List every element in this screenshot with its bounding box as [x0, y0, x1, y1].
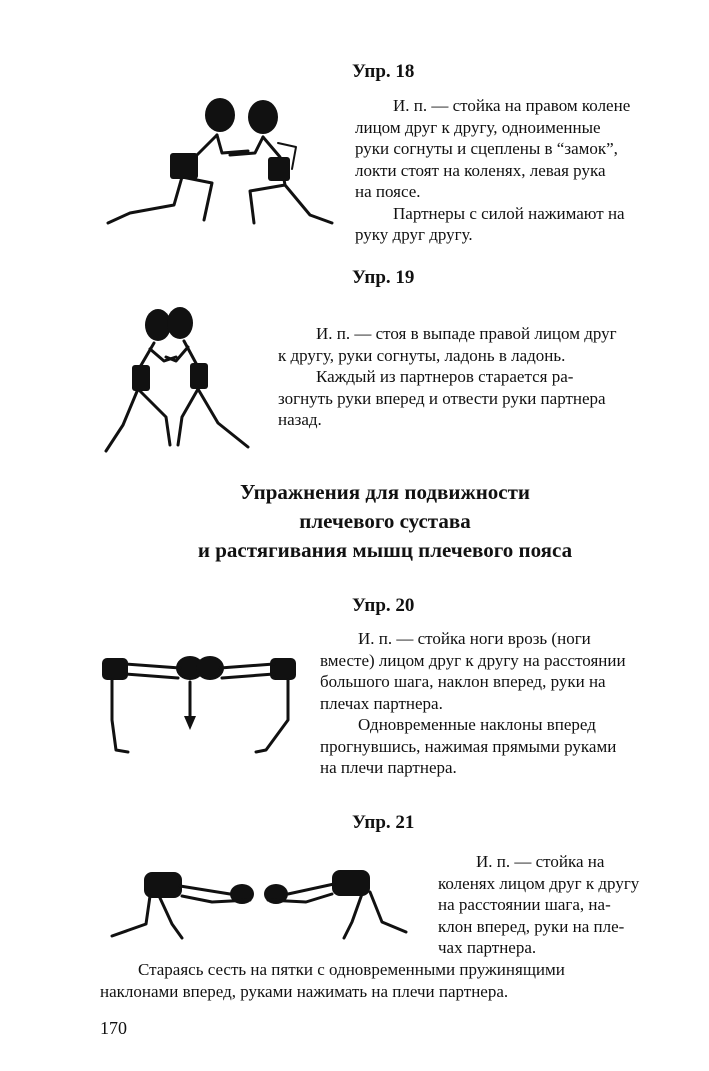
- exercise-18-line: И. п. — стойка на правом колене: [393, 96, 631, 115]
- exercise-21-text-full: [100, 959, 670, 1002]
- exercise-18-text: [355, 95, 670, 246]
- exercise-21-line: коленях лицом друг к другу: [438, 873, 640, 893]
- exercise-20-line: И. п. — стойка ноги врозь (ноги: [358, 629, 591, 648]
- exercise-18-line: лицом друг к другу, одноименные: [355, 117, 601, 137]
- exercise-18-illustration: [100, 95, 340, 235]
- exercise-18-line: локти стоят на коленях, левая рука: [355, 160, 606, 180]
- exercise-19-illustration: [98, 305, 268, 460]
- exercise-21-line: Стараясь сесть на пятки с одновременными пружинящими: [138, 960, 565, 979]
- exercise-20-line: плечах партнера.: [320, 693, 443, 713]
- exercise-21-illustration: [100, 866, 430, 951]
- exercise-20-line: вместе) лицом друг к другу на расстоянии: [320, 650, 626, 670]
- exercise-20-text: [320, 628, 670, 779]
- exercise-19-line: И. п. — стоя в выпаде правой лицом друг: [316, 324, 617, 343]
- exercise-18-title: Упр. 18: [352, 61, 415, 82]
- exercise-20-line: прогнувшись, нажимая прямыми руками: [320, 736, 617, 756]
- exercise-21-line: наклонами вперед, руками нажимать на плечи партнера.: [100, 981, 509, 1001]
- exercise-18-line: на поясе.: [355, 182, 421, 201]
- exercise-19-line: Каждый из партнеров старается ра-: [316, 367, 574, 386]
- exercise-18-line: руки согнуты и сцеплены в “замок”,: [355, 139, 618, 158]
- page-number: 170: [100, 1018, 127, 1038]
- exercise-21-line: клон вперед, руки на пле-: [438, 916, 625, 936]
- section-title-line: плечевого сустава: [299, 509, 471, 533]
- section-title-line: и растягивания мышц плечевого пояса: [197, 538, 573, 562]
- exercise-18-line: руку друг другу.: [355, 225, 473, 244]
- exercise-20-illustration: [98, 650, 303, 760]
- exercise-20-line: Одновременные наклоны вперед: [358, 715, 596, 734]
- exercise-21-line: на расстоянии шага, на-: [438, 895, 611, 914]
- exercise-18-line: Партнеры с силой нажимают на: [393, 203, 625, 223]
- exercise-19-line: зогнуть руки вперед и отвести руки партнера: [278, 388, 606, 408]
- section-title: [120, 478, 650, 565]
- exercise-19-line: к другу, руки согнуты, ладонь в ладонь.: [278, 345, 566, 365]
- exercise-20-line: на плечи партнера.: [320, 758, 457, 777]
- exercise-21-text: [438, 851, 670, 959]
- exercise-20-title: Упр. 20: [352, 595, 415, 616]
- exercise-19-line: назад.: [278, 410, 322, 429]
- exercise-19-text: [278, 323, 670, 431]
- section-title-line: Упражнения для подвижности: [239, 480, 531, 504]
- exercise-21-title: Упр. 21: [352, 812, 415, 833]
- exercise-19-title: Упр. 19: [352, 267, 415, 288]
- exercise-20-line: большого шага, наклон вперед, руки на: [320, 672, 606, 691]
- exercise-21-line: чах партнера.: [438, 938, 537, 957]
- exercise-21-line: И. п. — стойка на: [476, 852, 605, 871]
